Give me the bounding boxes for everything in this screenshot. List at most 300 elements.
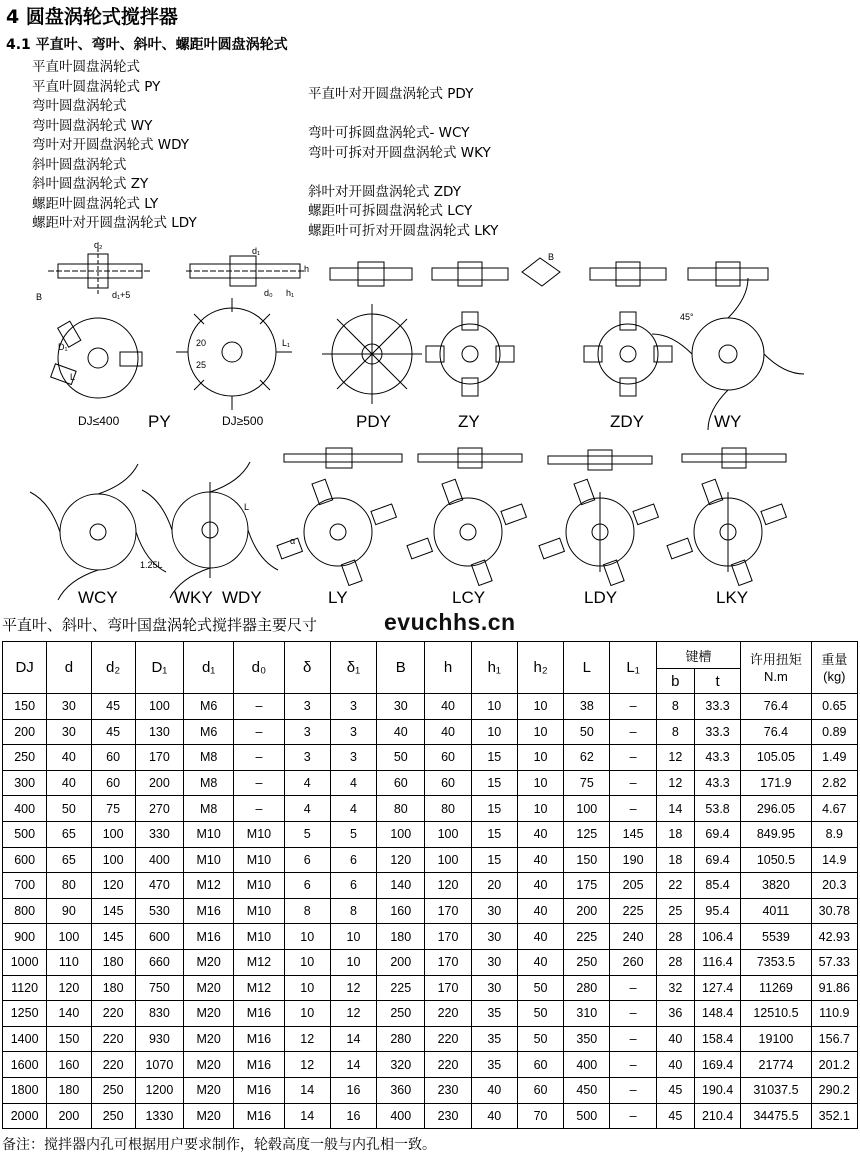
watermark: evuchhs.cn xyxy=(384,609,516,635)
dim-label: D₁ xyxy=(58,342,68,352)
table-row xyxy=(3,975,858,1001)
table-cell: 15 xyxy=(471,770,517,796)
table-cell: 230 xyxy=(425,1103,471,1129)
table-cell: M6 xyxy=(184,694,234,720)
table-row xyxy=(3,770,858,796)
table-cell: 250 xyxy=(91,1103,135,1129)
table-cell: 8.9 xyxy=(811,821,857,847)
side-view-lky xyxy=(682,448,786,468)
table-cell: 3 xyxy=(284,745,330,771)
table-cell: M16 xyxy=(234,1001,284,1027)
table-cell: 120 xyxy=(425,873,471,899)
type-list-left xyxy=(32,58,197,234)
table-row xyxy=(3,1026,858,1052)
table-cell: 220 xyxy=(91,1052,135,1078)
table-cell: 169.4 xyxy=(694,1052,740,1078)
table-row xyxy=(3,949,858,975)
table-row xyxy=(3,924,858,950)
table-cell: 5539 xyxy=(741,924,811,950)
table-cell: 260 xyxy=(610,949,656,975)
table-cell: 170 xyxy=(425,898,471,924)
disc-ly xyxy=(277,479,396,585)
col-header: L xyxy=(564,642,610,694)
table-cell: 100 xyxy=(564,796,610,822)
table-cell: 69.4 xyxy=(694,821,740,847)
caption-lky: LKY xyxy=(716,588,749,607)
table-cell: M8 xyxy=(184,770,234,796)
table-cell: 170 xyxy=(425,924,471,950)
disc-wy xyxy=(652,278,804,430)
table-cell: 220 xyxy=(425,1001,471,1027)
table-cell: – xyxy=(610,694,656,720)
table-cell: 14 xyxy=(284,1103,330,1129)
table-cell: 40 xyxy=(517,924,563,950)
table-cell: – xyxy=(610,745,656,771)
type-item: 螺距叶对开圆盘涡轮式 LDY xyxy=(32,215,197,231)
table-row xyxy=(3,1077,858,1103)
disc-wcy xyxy=(30,464,166,600)
table-cell: 250 xyxy=(3,745,47,771)
table-cell: 140 xyxy=(377,873,425,899)
table-cell: – xyxy=(610,1052,656,1078)
caption-wdy: WDY xyxy=(222,588,262,607)
table-cell: 38 xyxy=(564,694,610,720)
table-cell: 1800 xyxy=(3,1077,47,1103)
table-cell: 180 xyxy=(377,924,425,950)
table-cell: 40 xyxy=(471,1103,517,1129)
table-cell: 200 xyxy=(377,949,425,975)
table-cell: 16 xyxy=(330,1103,376,1129)
type-item: 平直叶圆盘涡轮式 PY xyxy=(32,78,161,95)
table-cell: 200 xyxy=(564,898,610,924)
table-cell: 50 xyxy=(517,1001,563,1027)
table-cell: 40 xyxy=(471,1077,517,1103)
footnote: 备注：搅拌器内孔可根据用户要求制作，轮毂高度一般与内孔相一致。 xyxy=(2,1137,436,1153)
caption-wky: WKY xyxy=(174,588,213,607)
table-cell: 75 xyxy=(91,796,135,822)
table-cell: M16 xyxy=(184,924,234,950)
disc-zdy xyxy=(584,312,672,396)
dim-label: L xyxy=(244,502,250,512)
table-cell: 350 xyxy=(564,1026,610,1052)
table-cell: 10 xyxy=(517,796,563,822)
table-cell: 280 xyxy=(377,1026,425,1052)
table-cell: 400 xyxy=(135,847,183,873)
table-cell: 30 xyxy=(471,924,517,950)
table-cell: 0.65 xyxy=(811,694,857,720)
table-cell: 8 xyxy=(656,719,694,745)
table-cell: 120 xyxy=(47,975,91,1001)
table-cell: 60 xyxy=(377,770,425,796)
table-cell: 40 xyxy=(656,1026,694,1052)
table-cell: M16 xyxy=(234,1052,284,1078)
table-cell: 10 xyxy=(330,949,376,975)
table-cell: 600 xyxy=(135,924,183,950)
subsection-heading: 4.1 平直叶、弯叶、斜叶、螺距叶圆盘涡轮式 xyxy=(6,37,288,53)
table-cell: 50 xyxy=(47,796,91,822)
table-cell: 100 xyxy=(91,821,135,847)
table-cell: 12510.5 xyxy=(741,1001,811,1027)
col-header: d xyxy=(47,642,91,694)
table-cell: – xyxy=(610,770,656,796)
disc-py-large xyxy=(176,298,292,410)
table-cell: 45 xyxy=(91,694,135,720)
table-cell: 170 xyxy=(425,975,471,1001)
caption-zy: ZY xyxy=(458,412,480,431)
table-cell: 80 xyxy=(47,873,91,899)
table-cell: 158.4 xyxy=(694,1026,740,1052)
table-cell: 200 xyxy=(3,719,47,745)
table-cell: 32 xyxy=(656,975,694,1001)
dim-label: h₁ xyxy=(286,288,295,298)
dim-label: 25 xyxy=(196,360,207,370)
table-cell: – xyxy=(610,796,656,822)
table-cell: 220 xyxy=(91,1026,135,1052)
dim-label: 20 xyxy=(196,338,207,348)
caption-wcy: WCY xyxy=(78,588,118,607)
type-item: 弯叶可拆对开圆盘涡轮式 WKY xyxy=(308,145,491,161)
table-cell: 200 xyxy=(47,1103,91,1129)
col-header-keyway: 键槽 xyxy=(656,642,741,669)
table-cell: 5 xyxy=(330,821,376,847)
table-cell: 10 xyxy=(284,924,330,950)
table-cell: 30 xyxy=(377,694,425,720)
torque-unit: N.m xyxy=(764,668,788,684)
table-cell: M12 xyxy=(184,873,234,899)
table-cell: 8 xyxy=(330,898,376,924)
table-cell: 14 xyxy=(330,1052,376,1078)
table-cell: M16 xyxy=(184,898,234,924)
table-cell: 145 xyxy=(91,924,135,950)
table-cell: 171.9 xyxy=(741,770,811,796)
table-cell: 8 xyxy=(284,898,330,924)
table-cell: 50 xyxy=(377,745,425,771)
table-cell: 33.3 xyxy=(694,694,740,720)
table-cell: 160 xyxy=(377,898,425,924)
table-cell: 20 xyxy=(471,873,517,899)
type-item: 螺距叶可折对开圆盘涡轮式 LKY xyxy=(308,223,499,239)
table-cell: 45 xyxy=(91,719,135,745)
table-row xyxy=(3,1103,858,1129)
table-cell: 6 xyxy=(284,847,330,873)
col-header: DJ xyxy=(3,642,47,694)
table-cell: 19100 xyxy=(741,1026,811,1052)
table-cell: 1.49 xyxy=(811,745,857,771)
side-view-py-large xyxy=(186,256,306,286)
table-cell: 18 xyxy=(656,821,694,847)
table-cell: M20 xyxy=(184,975,234,1001)
table-cell: 15 xyxy=(471,847,517,873)
table-cell: 120 xyxy=(91,873,135,899)
table-row xyxy=(3,796,858,822)
side-view-lcy xyxy=(418,448,522,468)
table-row xyxy=(3,847,858,873)
table-cell: – xyxy=(610,1026,656,1052)
table-cell: 14 xyxy=(284,1077,330,1103)
table-cell: 25 xyxy=(656,898,694,924)
table-cell: 660 xyxy=(135,949,183,975)
table-cell: 3 xyxy=(330,719,376,745)
side-view-wy xyxy=(688,262,768,286)
dimension-table xyxy=(2,641,858,1129)
table-cell: – xyxy=(234,694,284,720)
table-cell: 100 xyxy=(425,847,471,873)
table-cell: M20 xyxy=(184,1103,234,1129)
table-cell: 205 xyxy=(610,873,656,899)
table-cell: 900 xyxy=(3,924,47,950)
dim-label: B xyxy=(548,252,555,262)
table-cell: 830 xyxy=(135,1001,183,1027)
table-cell: 250 xyxy=(377,1001,425,1027)
table-cell: 4 xyxy=(284,770,330,796)
table-cell: 290.2 xyxy=(811,1077,857,1103)
table-row xyxy=(3,873,858,899)
table-cell: 15 xyxy=(471,796,517,822)
table-cell: 40 xyxy=(425,694,471,720)
torque-label: 许用扭矩 xyxy=(749,651,802,667)
type-item: 螺距叶圆盘涡轮式 LY xyxy=(32,195,159,212)
table-cell: 35 xyxy=(471,1052,517,1078)
side-view-ldy xyxy=(548,450,652,470)
table-cell: 43.3 xyxy=(694,745,740,771)
table-cell: 85.4 xyxy=(694,873,740,899)
col-header: d₀ xyxy=(234,642,284,694)
table-cell: 4 xyxy=(284,796,330,822)
table-cell: 4011 xyxy=(741,898,811,924)
dim-label: L₁ xyxy=(282,338,291,348)
table-cell: 90 xyxy=(47,898,91,924)
table-cell: 1000 xyxy=(3,949,47,975)
table-cell: 12 xyxy=(330,975,376,1001)
table-cell: 180 xyxy=(47,1077,91,1103)
type-item: 弯叶圆盘涡轮式 WY xyxy=(32,117,153,134)
table-cell: 3 xyxy=(284,694,330,720)
table-cell: 12 xyxy=(284,1026,330,1052)
table-cell: 400 xyxy=(564,1052,610,1078)
table-cell: 43.3 xyxy=(694,770,740,796)
side-view-ly xyxy=(284,448,402,468)
dim-label: 1.25L xyxy=(140,560,163,570)
disc-zy xyxy=(426,312,514,396)
table-cell: 40 xyxy=(517,821,563,847)
col-header: b xyxy=(656,669,694,694)
table-cell: 11269 xyxy=(741,975,811,1001)
table-cell: 3 xyxy=(330,694,376,720)
table-cell: 76.4 xyxy=(741,719,811,745)
table-cell: 400 xyxy=(377,1103,425,1129)
table-cell: – xyxy=(610,975,656,1001)
table-cell: 33.3 xyxy=(694,719,740,745)
table-cell: 10 xyxy=(284,1001,330,1027)
caption-pdy: PDY xyxy=(356,412,391,431)
table-cell: 12 xyxy=(656,745,694,771)
table-cell: 3 xyxy=(330,745,376,771)
table-cell: 220 xyxy=(425,1052,471,1078)
table-cell: 4.67 xyxy=(811,796,857,822)
table-cell: 80 xyxy=(377,796,425,822)
table-cell: 2000 xyxy=(3,1103,47,1129)
table-cell: 1250 xyxy=(3,1001,47,1027)
dim-label: 45° xyxy=(680,312,694,322)
type-item: 螺距叶可拆圆盘涡轮式 LCY xyxy=(308,203,473,219)
table-cell: M10 xyxy=(234,898,284,924)
table-cell: 62 xyxy=(564,745,610,771)
dim-label: d₁+5 xyxy=(112,290,131,300)
table-cell: 45 xyxy=(656,1077,694,1103)
table-cell: 500 xyxy=(564,1103,610,1129)
caption-py-large: DJ≥500 xyxy=(222,414,264,428)
table-cell: 60 xyxy=(517,1077,563,1103)
table-cell: – xyxy=(234,770,284,796)
table-cell: 50 xyxy=(517,1026,563,1052)
table-cell: 30 xyxy=(47,719,91,745)
table-cell: 14.9 xyxy=(811,847,857,873)
table-cell: 50 xyxy=(564,719,610,745)
table-cell: 40 xyxy=(656,1052,694,1078)
side-view-zy-blade xyxy=(522,258,560,286)
table-cell: 60 xyxy=(425,770,471,796)
table-cell: M20 xyxy=(184,949,234,975)
table-cell: 530 xyxy=(135,898,183,924)
table-row xyxy=(3,821,858,847)
table-cell: M10 xyxy=(234,847,284,873)
table-cell: – xyxy=(234,745,284,771)
col-header: d₂ xyxy=(91,642,135,694)
table-cell: 36 xyxy=(656,1001,694,1027)
disc-wky xyxy=(142,462,278,598)
col-header-weight xyxy=(811,642,857,694)
col-header: B xyxy=(377,642,425,694)
table-cell: 360 xyxy=(377,1077,425,1103)
side-view-pdy xyxy=(330,262,412,286)
type-item: 平直叶对开圆盘涡轮式 PDY xyxy=(308,86,474,102)
table-cell: 310 xyxy=(564,1001,610,1027)
side-view-zy xyxy=(432,262,508,286)
dim-label: d₀ xyxy=(264,288,273,298)
table-cell: 10 xyxy=(517,694,563,720)
side-view-py xyxy=(48,248,152,294)
table-cell: 6 xyxy=(330,847,376,873)
table-cell: 76.4 xyxy=(741,694,811,720)
table-cell: 60 xyxy=(425,745,471,771)
table-cell: 8 xyxy=(656,694,694,720)
disc-pdy xyxy=(322,304,422,404)
table-cell: 69.4 xyxy=(694,847,740,873)
table-cell: 120 xyxy=(377,847,425,873)
table-cell: 220 xyxy=(91,1001,135,1027)
table-cell: 1200 xyxy=(135,1077,183,1103)
table-cell: 30.78 xyxy=(811,898,857,924)
table-cell: 1050.5 xyxy=(741,847,811,873)
col-header: L₁ xyxy=(610,642,656,694)
table-cell: 91.86 xyxy=(811,975,857,1001)
table-cell: – xyxy=(610,719,656,745)
table-cell: 45 xyxy=(656,1103,694,1129)
disc-ldy xyxy=(539,479,658,585)
table-cell: 21774 xyxy=(741,1052,811,1078)
table-cell: 14 xyxy=(656,796,694,822)
type-item: 弯叶圆盘涡轮式 xyxy=(32,98,127,114)
table-cell: 1120 xyxy=(3,975,47,1001)
table-cell: 200 xyxy=(135,770,183,796)
table-cell: 12 xyxy=(330,1001,376,1027)
table-cell: M16 xyxy=(234,1103,284,1129)
table-cell: 7353.5 xyxy=(741,949,811,975)
table-cell: 4 xyxy=(330,770,376,796)
table-cell: 60 xyxy=(91,745,135,771)
table-cell: 600 xyxy=(3,847,47,873)
table-row xyxy=(3,719,858,745)
type-item: 斜叶圆盘涡轮式 ZY xyxy=(32,176,149,192)
table-cell: 80 xyxy=(425,796,471,822)
table-cell: 6 xyxy=(330,873,376,899)
table-cell: 57.33 xyxy=(811,949,857,975)
table-cell: 225 xyxy=(610,898,656,924)
col-header: d₁ xyxy=(184,642,234,694)
table-cell: 110.9 xyxy=(811,1001,857,1027)
table-cell: 800 xyxy=(3,898,47,924)
table-cell: 10 xyxy=(517,745,563,771)
table-cell: M6 xyxy=(184,719,234,745)
table-cell: 190 xyxy=(610,847,656,873)
table-cell: M10 xyxy=(234,821,284,847)
type-item: 平直叶圆盘涡轮式 xyxy=(32,59,140,75)
type-item: 弯叶对开圆盘涡轮式 WDY xyxy=(32,137,190,153)
table-row xyxy=(3,745,858,771)
table-cell: 42.93 xyxy=(811,924,857,950)
table-cell: M20 xyxy=(184,1026,234,1052)
table-cell: 12 xyxy=(656,770,694,796)
table-cell: 20.3 xyxy=(811,873,857,899)
table-cell: 34475.5 xyxy=(741,1103,811,1129)
table-cell: M16 xyxy=(234,1077,284,1103)
table-cell: 170 xyxy=(425,949,471,975)
table-cell: 270 xyxy=(135,796,183,822)
table-cell: 6 xyxy=(284,873,330,899)
table-cell: 930 xyxy=(135,1026,183,1052)
table-cell: 10 xyxy=(471,694,517,720)
table-cell: M16 xyxy=(234,1026,284,1052)
table-cell: 40 xyxy=(425,719,471,745)
table-cell: 10 xyxy=(471,719,517,745)
table-cell: 1330 xyxy=(135,1103,183,1129)
table-cell: 30 xyxy=(471,975,517,1001)
table-cell: 201.2 xyxy=(811,1052,857,1078)
table-title: 平直叶、斜叶、弯叶国盘涡轮式搅拌器主要尺寸 xyxy=(2,616,318,634)
table-cell: M20 xyxy=(184,1077,234,1103)
section-heading: 4 圆盘涡轮式搅拌器 xyxy=(6,6,178,28)
table-cell: 30 xyxy=(471,898,517,924)
table-cell: 280 xyxy=(564,975,610,1001)
table-cell: 170 xyxy=(135,745,183,771)
table-row xyxy=(3,898,858,924)
table-cell: – xyxy=(610,1001,656,1027)
table-cell: M10 xyxy=(184,821,234,847)
table-cell: 10 xyxy=(517,719,563,745)
disc-lky xyxy=(667,479,786,585)
table-cell: 240 xyxy=(610,924,656,950)
table-cell: 190.4 xyxy=(694,1077,740,1103)
col-header: δ xyxy=(284,642,330,694)
weight-unit: (kg) xyxy=(823,668,846,684)
caption-ldy: LDY xyxy=(584,588,618,607)
table-cell: 250 xyxy=(91,1077,135,1103)
disc-lcy xyxy=(407,479,526,585)
table-cell: 35 xyxy=(471,1001,517,1027)
type-item: 斜叶对开圆盘涡轮式 ZDY xyxy=(308,184,461,200)
table-cell: 150 xyxy=(3,694,47,720)
col-header: h₁ xyxy=(471,642,517,694)
